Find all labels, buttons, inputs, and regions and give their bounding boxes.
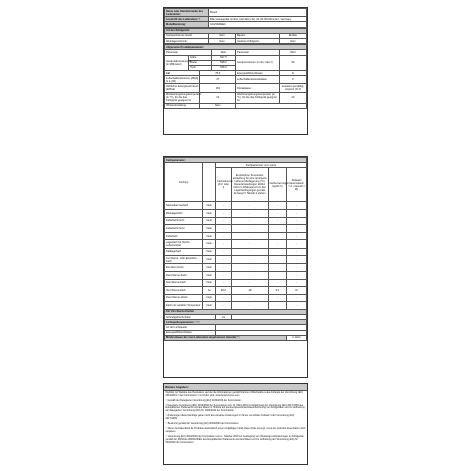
table-row — [165, 335, 307, 340]
supplier-address-label: Anschrift des Lieferanten ¹⁾: — [165, 17, 209, 22]
defrost-type-cell: - — [287, 225, 307, 233]
volume-label: Gesamtvolumen (in dm³ oder l) — [235, 55, 279, 71]
presence-cell: Nein — [203, 240, 216, 248]
table-row — [165, 55, 307, 60]
defrost-type-cell: - — [287, 232, 307, 240]
defrost-type-cell: - — [287, 248, 307, 256]
model-id-label: Modellkennung: — [165, 22, 209, 27]
annual-energy-label: Jährlicher Energieverbrauch (kWh/a) — [166, 85, 199, 92]
device-type-table — [164, 28, 307, 45]
compartment-table — [164, 157, 307, 341]
note-paragraph: ⁴⁾ Bestimmt gemäß der Verordnung (EU) 2019/2020 der Kommission. — [165, 422, 239, 426]
device-label: Bauart: — [235, 33, 279, 38]
dimension-key: Höhe — [189, 55, 212, 60]
compartment-type-cell: Zwei-Sterne-Abteil — [165, 294, 203, 302]
temperature-cell: - — [231, 248, 268, 256]
freezing-capacity-cell: - — [268, 232, 286, 240]
presence-cell: Nein — [203, 209, 216, 217]
compartment-type-cell: Fach mit variabler Temperatur — [165, 302, 203, 310]
energy-class-value: E — [279, 71, 306, 76]
table-row — [165, 302, 307, 310]
noise-value: 37 — [200, 76, 235, 84]
group-header: Fachparameter und -werte — [216, 163, 307, 168]
defrost-type-cell: - — [287, 202, 307, 210]
defrost-type-cell: - — [287, 302, 307, 310]
temperature-cell: - — [231, 302, 268, 310]
table-row — [165, 256, 307, 264]
defrost-type-cell: - — [287, 279, 307, 287]
params-section-title: Allgemeine Produktparameter: — [165, 45, 307, 50]
dimension-key: Tiefe — [189, 65, 212, 70]
freezing-capacity-cell: - — [268, 302, 286, 310]
defrost-type-cell: - — [287, 240, 307, 248]
volume-cell: - — [216, 209, 232, 217]
presence-cell: Nein — [203, 225, 216, 233]
presence-cell: Nein — [203, 256, 216, 264]
note-paragraph: ³⁾ Änderungen dieser Einträge gelten nicht als relevante Änderungen im Sinne von Artikel 4 Absatz 4 der Verordnung (EU) 2017/1369. — [165, 414, 295, 421]
table-row — [165, 240, 307, 248]
light-class-label: Energieeffizienzklasse — [165, 330, 216, 335]
table-row — [165, 279, 307, 287]
additional-info-body — [164, 392, 307, 445]
table-row — [165, 84, 307, 92]
min-temp-label: Mindestumgebungstemperatur (in °C), für die das Kühlgerät geeignet ist — [166, 93, 202, 103]
compartment-section-title: Fachparameter: — [165, 158, 307, 163]
table-row — [165, 271, 307, 279]
freezing-capacity-cell: - — [268, 209, 286, 217]
table-row — [165, 209, 307, 217]
presence-cell: Nein — [203, 202, 216, 210]
compartment-type-cell: Kellerfach/-teil 1 — [165, 217, 203, 225]
defrost-type-cell: - — [287, 256, 307, 264]
additional-info-title: Weitere Angaben: — [164, 384, 307, 391]
general-parameters-sheet — [163, 7, 308, 135]
temperature-header: Empfohlene Temperatur einstellung für eine optimierte Lebensmittellagerung (°C) Diese Einstellungen dürfen nicht im Widerspruch zu den Lagerbedingungen gemäß Anhang IV Tabelle 3 stehen — [231, 168, 268, 202]
table-row — [165, 264, 307, 272]
compartment-type-cell: Zwei-Sterne-Fach — [165, 271, 203, 279]
compartment-type-cell: Vier-Sterne-Fach — [165, 287, 203, 295]
note-paragraph: Weblink zur Website des Herstellers, auf der die Informationen gemäß Nummer 4 Buchstabe a des Anhangs der Verordnung (EU) 2019/2019 ²⁾ der Kommission ³⁾ zu finden sind: www.bosch-home.com — [165, 390, 303, 397]
note-paragraph: ⁶⁾ Verordnung (EU) 2019/2019 der Kommission vom 1. Oktober 2019 zur Festlegung von Ökodesign-Anforderungen an Kühlgeräte gemäß der Richtlinie 2009/125/EG des Europäischen Parlaments und des Rates und zur Aufhebung der Verordnung (EG) Nr. 643/2009 der Kommission. — [165, 434, 304, 444]
freezing-capacity-cell: - — [268, 240, 286, 248]
note-paragraph: ⁵⁾ Wenn die Datenbank für Produkte automatisch einen endgültigen Inhalt dieser Zeile erzeugt, muss der Lieferant diese Daten nicht eingeben. — [165, 426, 306, 433]
volume-cell: - — [216, 279, 232, 287]
noise-class-value: C — [279, 76, 306, 84]
freezing-capacity-cell: - — [268, 279, 286, 287]
max-temp-label: Höchstumgebungstemperatur (in °C), für die das Kühlgerät geeignet ist — [235, 92, 279, 103]
supplier-table — [164, 8, 307, 28]
freezing-capacity-cell: - — [268, 271, 286, 279]
warranty-label: Mindestdauer der vom Lieferanten angebotenen Garantie ²⁾: — [165, 335, 287, 340]
temperature-cell: - — [231, 271, 268, 279]
note-paragraph: ¹⁾ Gemäß der Delegierten Verordnung (EU) 2019/2016 der Kommission. — [165, 398, 242, 402]
defrost-type-cell: - — [287, 217, 307, 225]
table-row — [165, 92, 307, 103]
volume-cell: - — [216, 302, 232, 310]
warranty-value: 2 Jahre — [287, 335, 307, 340]
fast-freeze-label: Schnellgefrierfunktion — [165, 315, 216, 320]
compartment-type-cell: Kaltlagerfach — [165, 248, 203, 256]
noise-label: Luftschallemissionen (dB(A) re 1 pW) — [166, 76, 199, 83]
defrost-type-cell: - — [287, 271, 307, 279]
compartment-type-cell: Drei-Sterne-Fach — [165, 279, 203, 287]
volume-header: Fachvolumen (dm³ oder l) — [216, 168, 232, 202]
device-value: Nein — [209, 38, 236, 43]
freezing-capacity-cell: - — [268, 248, 286, 256]
table-row — [165, 9, 307, 17]
table-row — [165, 232, 307, 240]
temperature-cell: - — [231, 225, 268, 233]
general-params-table — [164, 44, 307, 109]
dimensions-label: Gesamtabmessungen (in Millimeter) — [165, 55, 189, 71]
presence-cell: Nein — [203, 232, 216, 240]
volume-cell: - — [216, 264, 232, 272]
device-value: Nein — [280, 38, 307, 43]
energy-class-label: Energieeffizienzklasse — [235, 71, 279, 76]
dimension-value: 817.5 — [211, 55, 235, 60]
param-header: Parameter — [165, 50, 212, 55]
volume-cell: - — [216, 202, 232, 210]
compartment-type-cell: 0-2-Sterne- oder Eiswürfel-Fach — [165, 256, 203, 264]
presence-cell: Nein — [203, 279, 216, 287]
presence-cell: Nein — [203, 217, 216, 225]
volume-cell: - — [216, 256, 232, 264]
note-paragraph: ²⁾ Delegierte Verordnung (EU) 2019/2016 der Kommission vom 11. März 2019 zur Ergänzung der Verordnung (EU) 2017/1369 des Europäischen Parlaments und des Rates im Hinblick auf die Energieverbrauchskennzeichnung von Kühlgeräten und zur Aufhebung der Delegierten Verordnung (EU) Nr. 1060/2010 der Kommission. — [165, 403, 305, 413]
temperature-cell: - — [231, 217, 268, 225]
dimension-value: 548.0 — [211, 65, 235, 70]
volume-cell: - — [216, 294, 232, 302]
freezing-capacity-header: Gefriervermögen (kg/24 h) — [268, 168, 286, 202]
noise-class-label: Luftschallemissionsklasse — [235, 76, 279, 84]
eei-value: 75.5 — [200, 71, 235, 76]
volume-cell: - — [216, 271, 232, 279]
eei-label: EEI — [165, 71, 200, 76]
compartment-type-cell: Lagerfach für frische Lebensmittel — [165, 240, 203, 248]
device-label: Geräuscharmes Gerät: — [165, 33, 209, 38]
device-label: Weinlagerschrank: — [165, 38, 209, 43]
model-id-value: GAV33WEEC — [209, 22, 307, 27]
temperature-cell: - — [231, 209, 268, 217]
climate-class-label: Klimaklasse: — [235, 84, 279, 92]
freezing-capacity-cell: 9.0 — [268, 287, 286, 295]
defrost-type-cell: - — [287, 264, 307, 272]
climate-class-value: erweitert gemäßigt, tropisch (N-T) — [279, 84, 306, 92]
winter-setting-value: Nein — [200, 103, 235, 108]
compartment-parameters-sheet — [163, 156, 308, 378]
compartment-rows — [165, 202, 307, 310]
freezing-capacity-cell: - — [268, 264, 286, 272]
volume-value: 96 — [279, 55, 306, 71]
light-source-title: Lichtquellenparameter ⁴⁾ ⁵⁾: — [165, 320, 307, 325]
temperature-cell: - — [231, 240, 268, 248]
table-row — [165, 22, 307, 27]
table-row — [165, 217, 307, 225]
temperature-cell: - — [231, 256, 268, 264]
table-row — [165, 248, 307, 256]
table-row — [165, 294, 307, 302]
device-section-title: Art des Kühlgeräts: — [165, 28, 307, 33]
fast-freeze-value: Ja — [216, 315, 232, 320]
table-row — [165, 202, 307, 210]
device-value: Nein — [209, 33, 236, 38]
param-header: Parameter — [235, 50, 279, 55]
compartment-type-cell: Ein-Stern-Fach — [165, 264, 203, 272]
param-header: Wert — [279, 50, 306, 55]
device-value: Einbau — [280, 33, 307, 38]
supplier-name-value: Bosch — [209, 9, 307, 17]
table-row — [165, 225, 307, 233]
defrost-type-cell: M — [287, 287, 307, 295]
presence-cell: Nein — [203, 248, 216, 256]
device-label: Anderes Kühlgerät: — [235, 38, 279, 43]
light-type-label: Art der Lichtquelle — [165, 325, 216, 330]
four-star-title: Für Vier-Sterne-Fächer — [165, 309, 307, 314]
freezing-capacity-cell: - — [268, 225, 286, 233]
compartment-type-cell: Weinlagerfach — [165, 209, 203, 217]
additional-info-sheet — [163, 383, 308, 465]
defrost-type-header: Abtauart (automatisch = A, manuell = M) — [287, 168, 307, 202]
freezing-capacity-cell: - — [268, 294, 286, 302]
max-temp-value: 43 — [279, 92, 306, 103]
compartment-type-cell: Kellerfach/-teil 2 — [165, 225, 203, 233]
temperature-cell: - — [231, 279, 268, 287]
dimension-value: 598.0 — [211, 60, 235, 65]
presence-cell: Nein — [203, 271, 216, 279]
compartment-type-cell: Kellerfach — [165, 232, 203, 240]
defrost-type-cell: - — [287, 294, 307, 302]
volume-cell: 96.0 — [216, 287, 232, 295]
volume-cell: - — [216, 240, 232, 248]
volume-cell: - — [216, 217, 232, 225]
supplier-name-label: Name oder Handelsmarke des Lieferanten: — [165, 9, 209, 17]
table-row — [165, 76, 307, 84]
freezing-capacity-cell: - — [268, 217, 286, 225]
temperature-cell: - — [231, 264, 268, 272]
temperature-cell: -18 — [231, 287, 268, 295]
table-row — [165, 287, 307, 295]
presence-cell: Nein — [203, 264, 216, 272]
volume-cell: - — [216, 225, 232, 233]
supplier-address-value: BSH Hausgeräte GmbH, Carl-Wery-Str. 34, 81739 München, Germany — [209, 17, 307, 22]
presence-cell: Ja — [203, 287, 216, 295]
presence-header — [203, 163, 216, 202]
table-row — [165, 103, 307, 108]
min-temp-value: 10 — [200, 92, 235, 103]
compartment-type-header: Fachtyp — [165, 163, 203, 202]
dimension-key: Breite — [189, 60, 212, 65]
compartment-type-cell: Speisekammerfach — [165, 202, 203, 210]
winter-setting-label: Wintereinstellung — [165, 103, 200, 108]
volume-cell: - — [216, 248, 232, 256]
presence-cell: Nein — [203, 302, 216, 310]
temperature-cell: - — [231, 232, 268, 240]
empty-cell — [235, 103, 306, 108]
presence-cell: Nein — [203, 294, 216, 302]
temperature-cell: - — [231, 202, 268, 210]
temperature-cell: - — [231, 294, 268, 302]
freezing-capacity-cell: - — [268, 256, 286, 264]
freezing-capacity-cell: - — [268, 202, 286, 210]
defrost-type-cell: - — [287, 209, 307, 217]
param-header: Wert — [211, 50, 235, 55]
volume-cell: - — [216, 232, 232, 240]
table-row — [165, 38, 307, 43]
annual-energy-value: 163 — [200, 84, 235, 92]
